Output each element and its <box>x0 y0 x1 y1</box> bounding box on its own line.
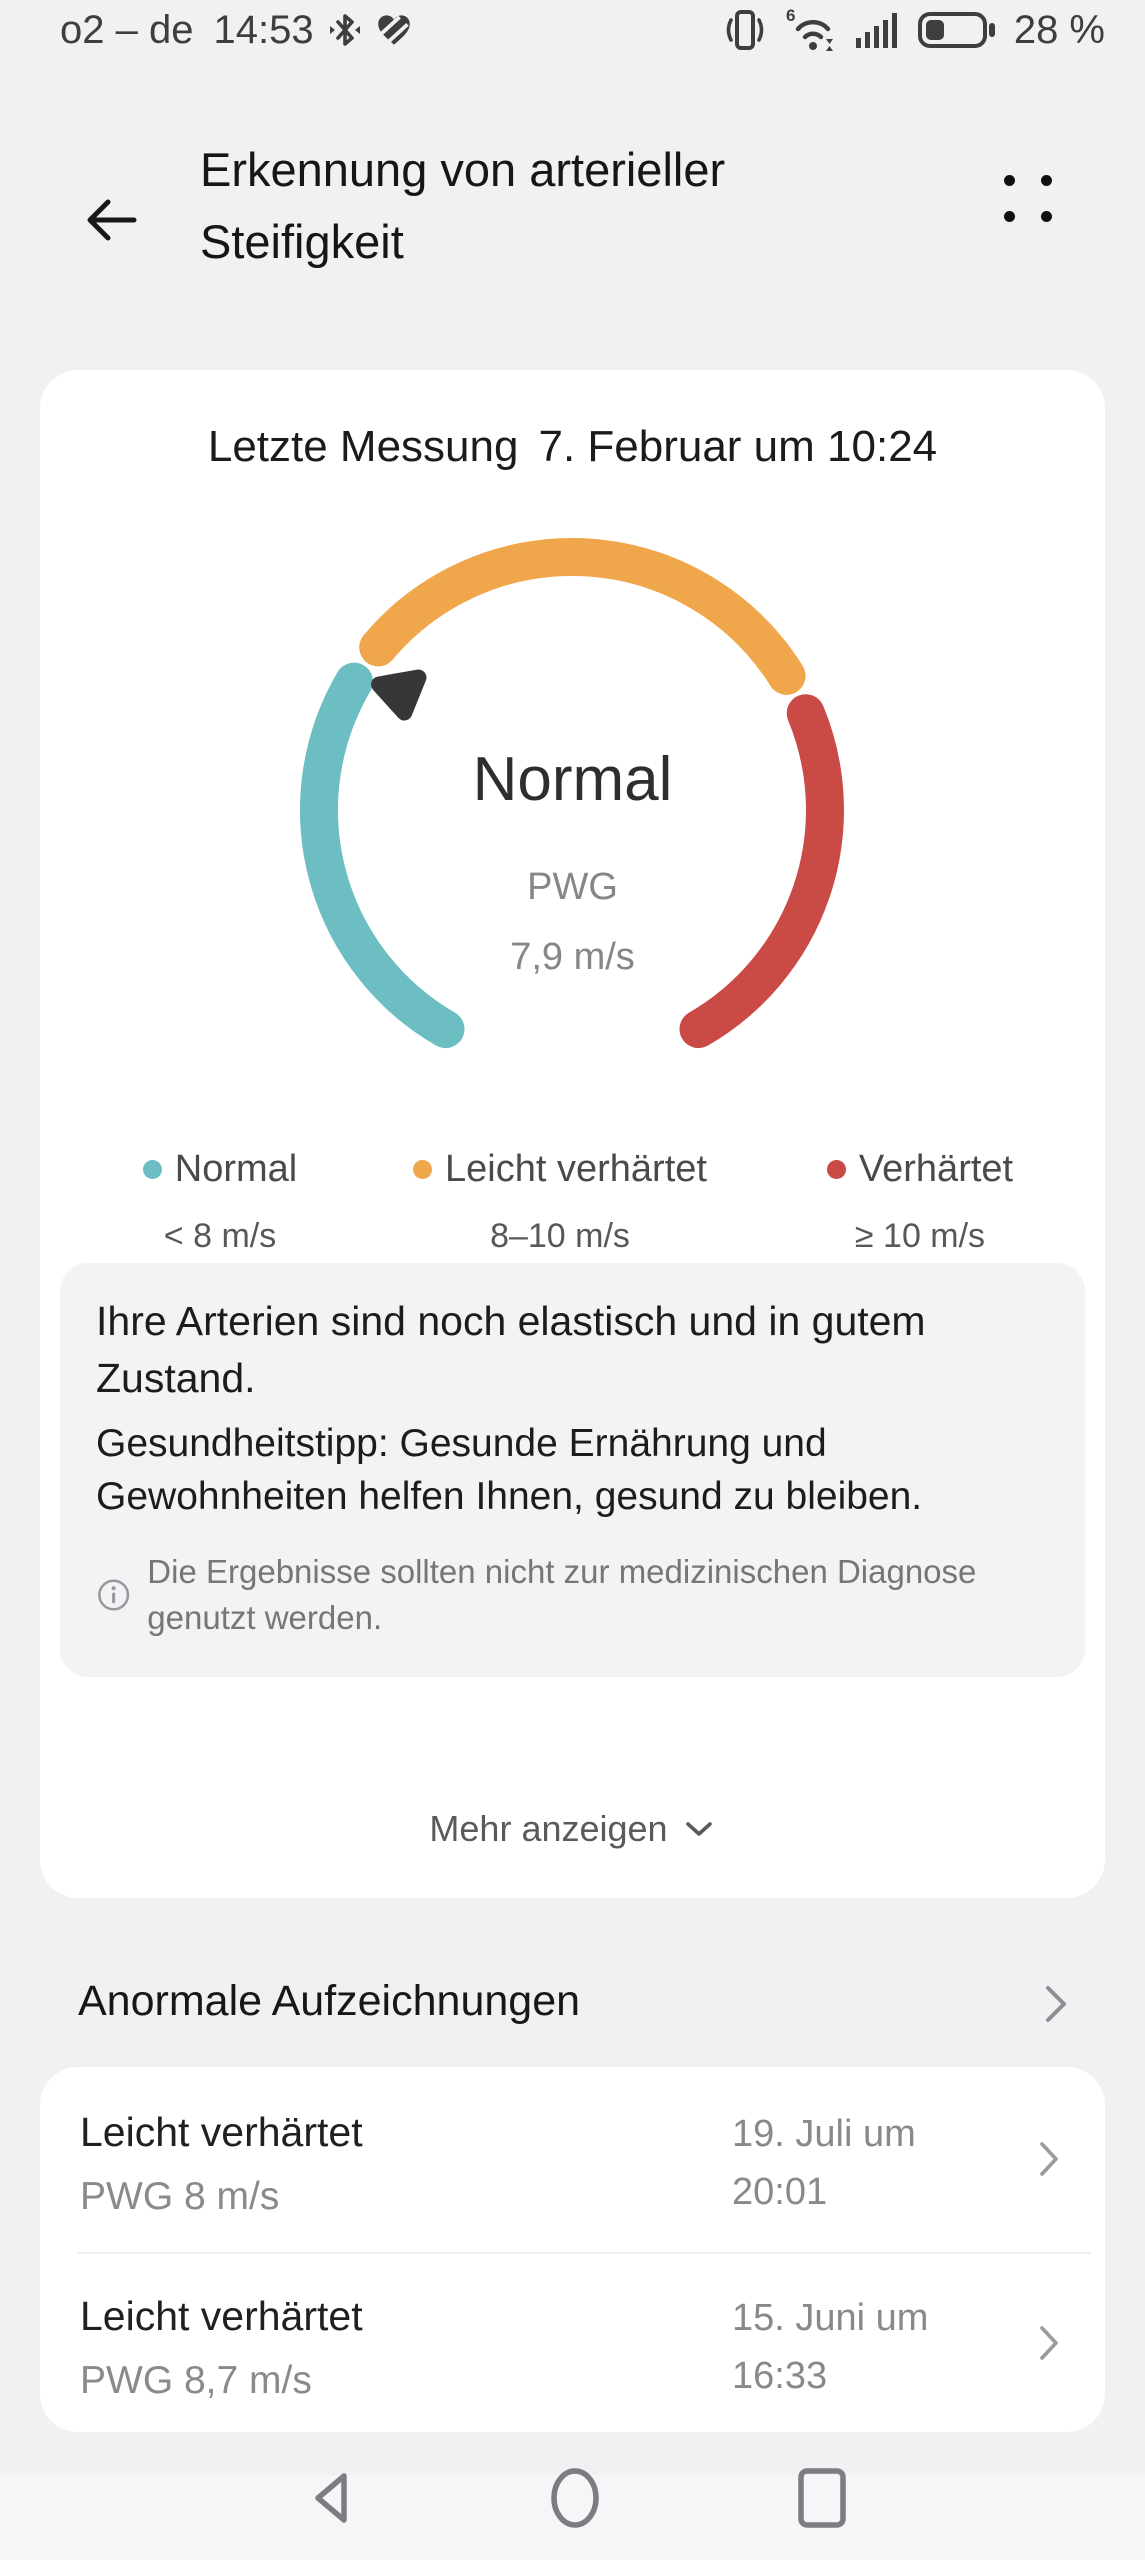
menu-dot <box>1041 175 1052 186</box>
battery-percent: 28 % <box>1013 7 1105 52</box>
status-time: 14:53 <box>213 7 314 52</box>
legend-label: Verhärtet <box>858 1148 1014 1190</box>
result-headline: Ihre Arterien sind noch elastisch und in gutem Zustand. <box>96 1298 926 1401</box>
gauge-status-text: Normal <box>472 745 673 814</box>
back-button[interactable] <box>80 188 144 252</box>
record-value: PWG 8,7 m/s <box>80 2359 312 2402</box>
record-time: 16:33 <box>732 2355 828 2397</box>
record-value: PWG 8 m/s <box>80 2175 280 2218</box>
legend-item-leicht-verhaertet <box>330 1148 790 1256</box>
record-status: Leicht verhärtet <box>80 2293 363 2339</box>
nav-recents-button[interactable] <box>792 2468 852 2528</box>
last-measurement-title <box>40 422 1105 472</box>
more-menu-button[interactable] <box>1004 175 1052 222</box>
abnormal-records-header[interactable]: Anormale Aufzeichnungen <box>78 1977 581 2025</box>
gauge-segment-leicht-verhaertet <box>378 557 786 676</box>
chevron-right-icon[interactable] <box>1040 1980 1070 2028</box>
gauge-pointer-icon <box>379 678 424 716</box>
menu-dot <box>1041 211 1052 222</box>
last-measurement-card <box>40 370 1105 1898</box>
legend-range: < 8 m/s <box>163 1217 277 1255</box>
show-more-label: Mehr anzeigen <box>429 1808 668 1849</box>
result-box <box>60 1263 1085 1677</box>
legend-range: ≥ 10 m/s <box>854 1217 986 1255</box>
vibrate-icon <box>722 5 768 55</box>
record-date: 19. Juli um <box>732 2113 916 2155</box>
record-status: Leicht verhärtet <box>80 2109 363 2155</box>
nav-back-button[interactable] <box>306 2468 366 2528</box>
legend-label: Normal <box>174 1148 298 1190</box>
gauge-value: 7,9 m/s <box>510 936 635 978</box>
row-divider <box>78 2252 1091 2254</box>
record-datetime <box>732 2105 916 2221</box>
nav-home-button[interactable] <box>545 2468 605 2528</box>
legend-dot-verhaertet <box>827 1160 846 1179</box>
chevron-down-icon <box>682 1817 716 1841</box>
legend-item-verhaertet <box>770 1148 1070 1256</box>
menu-dot <box>1004 175 1015 186</box>
page-title: Erkennung von arterieller Steifigkeit <box>200 143 726 268</box>
abnormal-records-card <box>40 2067 1105 2432</box>
gauge-metric-label: PWG <box>527 866 618 908</box>
legend-dot-leicht-verhaertet <box>413 1160 432 1179</box>
status-bar <box>0 0 1145 60</box>
health-heart-icon <box>376 13 412 47</box>
legend-label: Leicht verhärtet <box>445 1148 707 1190</box>
svg-text:6: 6 <box>785 6 796 25</box>
signal-icon <box>854 8 902 52</box>
bluetooth-icon <box>328 10 362 50</box>
legend-range: 8–10 m/s <box>490 1217 630 1255</box>
record-datetime <box>732 2289 928 2405</box>
record-time: 20:01 <box>732 2171 828 2213</box>
legend-item-normal <box>90 1148 350 1256</box>
menu-dot <box>1004 211 1015 222</box>
chevron-right-icon[interactable] <box>1035 2321 1063 2365</box>
disclaimer-text: Die Ergebnisse sollten nicht zur medizinischen Diagnose genutzt werden. <box>147 1553 977 1636</box>
carrier-label: o2 – de <box>60 7 194 52</box>
legend-dot-normal <box>143 1160 162 1179</box>
last-measurement-label: Letzte Messung <box>207 422 519 471</box>
last-measurement-datetime: 7. Februar um 10:24 <box>538 422 938 471</box>
record-date: 15. Juni um <box>732 2297 929 2339</box>
result-tip: Gesundheitstipp: Gesunde Ernährung und Gewohnheiten helfen Ihnen, gesund zu bleiben. <box>96 1422 923 1518</box>
show-more-button[interactable] <box>40 1808 1105 1850</box>
info-icon <box>96 1574 131 1616</box>
wifi6-icon <box>784 5 838 55</box>
battery-icon <box>918 9 998 51</box>
chevron-right-icon[interactable] <box>1035 2137 1063 2181</box>
